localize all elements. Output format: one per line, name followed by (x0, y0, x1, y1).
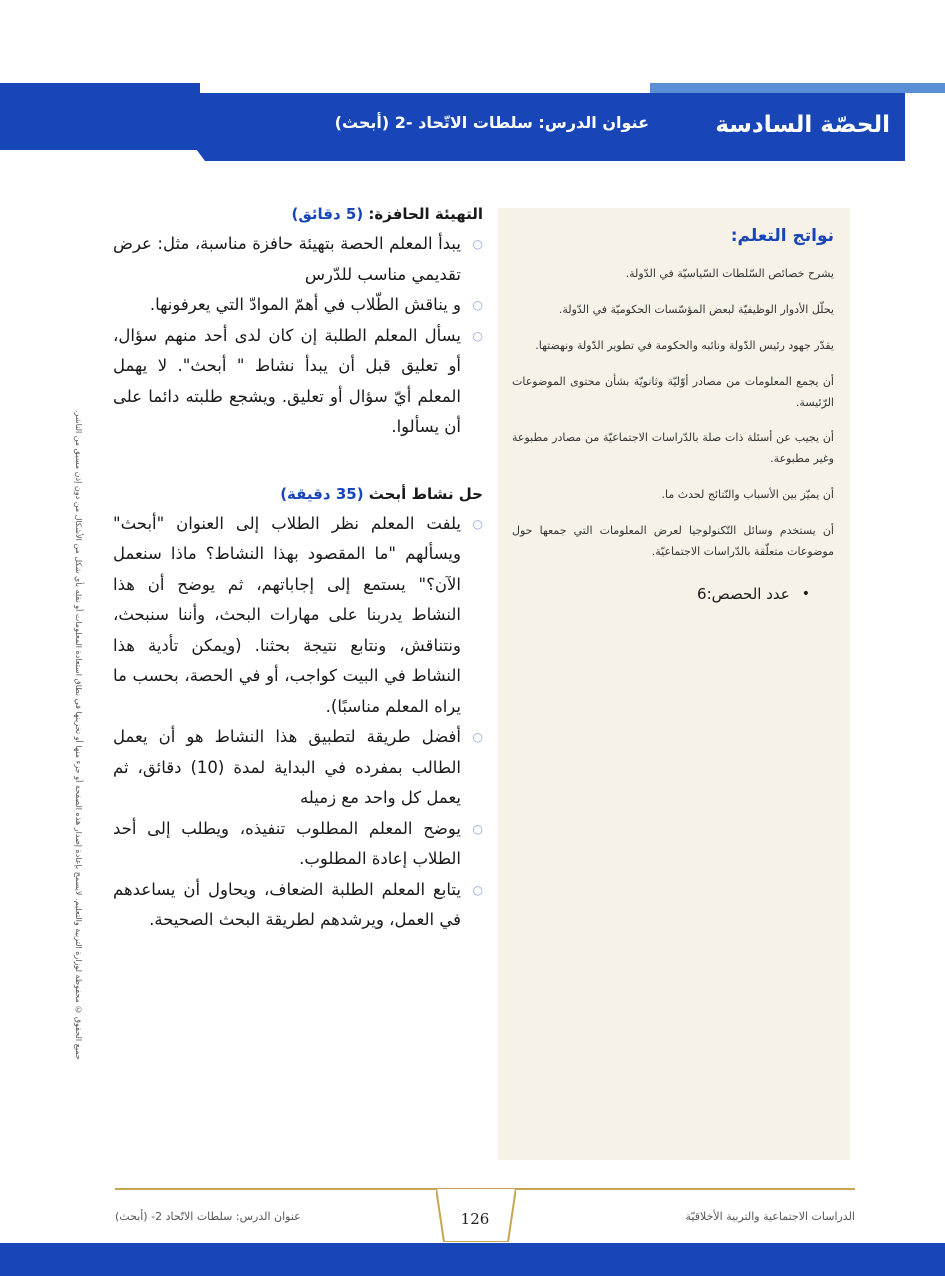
header-accent-strip (650, 83, 945, 93)
ring-bullet-icon: ○ (472, 516, 483, 531)
ring-bullet-icon: ○ (472, 237, 483, 251)
header-accent-left (0, 83, 200, 93)
list-item: ○ يلفت المعلم نظر الطلاب إلى العنوان "أبحث" ويسألهم "ما المقصود بهذا النشاط؟ ماذا سنعمل الآن؟" يستمع إلى إجاباتهم، ثم يوضح أن هذا النشاط يدربنا على مهارات البحث، وأننا سنبحث، ونتناقش، ونتابع نتيجة بحثنا. (ويمكن تأدية هذا النشاط في البيت كواجب، أو في الحصة، بحسب ما يراه المعلم مناسبًا). (113, 509, 483, 723)
page-number: 126 (460, 1210, 490, 1228)
warmup-duration: (5 دقائق) (291, 205, 364, 223)
learning-outcomes-panel (498, 208, 850, 1160)
outcome-item: يقدّر جهود رئيس الدّولة ونائبه والحكومة في تطوير الدّولة ونهضتها. (535, 338, 834, 352)
list-item: ○ يسأل المعلم الطلبة إن كان لدى أحد منهم سؤال، أو تعليق قبل أن يبدأ نشاط " أبحث". لا يهمل المعلم أيّ سؤال أو تعليق. ويشجع طلبته دائما على أن يسألوا. (113, 321, 483, 443)
warmup-title: التهيئة الحافزة: (368, 205, 483, 223)
session-title: الحصّة السادسة (715, 112, 890, 138)
footer-band (0, 1243, 945, 1276)
activity-title: حل نشاط أبحث (368, 484, 483, 503)
warmup-heading (113, 205, 483, 223)
lesson-content (113, 205, 483, 936)
footer-lesson-ref: عنوان الدرس: سلطات الاتّحاد 2- (أبحث) (115, 1210, 301, 1223)
periods-count (512, 585, 834, 603)
list-item: ○ يبدأ المعلم الحصة بتهيئة حافزة مناسبة، مثل: عرض تقديمي مناسب للدّرس (113, 229, 483, 290)
lesson-title: عنوان الدرس: سلطات الاتّحاد -2 (أبحث) (334, 113, 649, 132)
warmup-list (113, 229, 483, 443)
activity-heading (113, 485, 483, 503)
outcome-item: أن يستخدم وسائل التّكنولوجيا لعرض المعلومات التي جمعها حول موضوعات متعلّقة بالدّراسات الاجتماعيّة. (512, 524, 834, 559)
list-item: ○ و يناقش الطّلاب في أهمّ الموادّ التي يعرفونها. (113, 290, 483, 321)
activity-list (113, 509, 483, 936)
outcome-item: يحلّل الأدوار الوظيفيّة لبعض المؤسّسات الحكوميّة في الدّولة. (558, 302, 834, 316)
ring-bullet-icon: ○ (472, 821, 483, 836)
outcome-item: يشرح خصائص السّلطات السّياسيّة في الدّولة. (625, 267, 834, 280)
outcome-item: أن يميّز بين الأسباب والنّتائج لحدث ما. (661, 488, 834, 502)
header-cut (0, 150, 205, 161)
bullet-icon: • (801, 585, 810, 602)
list-item: ○ أفضل طريقة لتطبيق هذا النشاط هو أن يعمل الطالب بمفرده في البداية لمدة (10) دقائق، ثم يعمل كل واحد مع زميله (113, 722, 483, 814)
list-item: ○ يتابع المعلم الطلبة الضعاف، ويحاول أن يساعدهم في العمل، ويرشدهم لطريقة البحث الصحيحة. (113, 875, 483, 936)
outcome-item: أن يجمع المعلومات من مصادر أوّليّة وثانويّة بشأن محتوى الموضوعات الرّئيسة. (512, 374, 834, 409)
ring-bullet-icon: ○ (472, 328, 483, 343)
copyright-note: جميع الحقوق © محفوظة لوزارة التربية والتعليم. لايسمح بإعادة إصدار هذه الصفحة أو جزء منها أو تخزينها في نطاق استعادة المعلومات أو نقله بأي شكل من الأشكال من دون إذن مسبق من الناشر. (74, 410, 83, 1060)
outcome-item: أن يجيب عن أسئلة ذات صلة بالدّراسات الاجتماعيّة من مصادر مطبوعة وغير مطبوعة. (512, 431, 834, 466)
periods-label: عدد الحصص:6 (697, 584, 790, 603)
list-item: ○ يوضح المعلم المطلوب تنفيذه، ويطلب إلى أحد الطلاب إعادة المطلوب. (113, 814, 483, 875)
outcomes-title: نواتج التعلم: (730, 226, 834, 246)
ring-bullet-icon: ○ (472, 298, 483, 312)
footer-book-title: الدراسات الاجتماعية والتربية الأخلاقيّة (685, 1210, 855, 1223)
ring-bullet-icon: ○ (472, 882, 483, 897)
ring-bullet-icon: ○ (472, 730, 483, 744)
activity-duration: (35 دقيقة) (280, 484, 364, 503)
